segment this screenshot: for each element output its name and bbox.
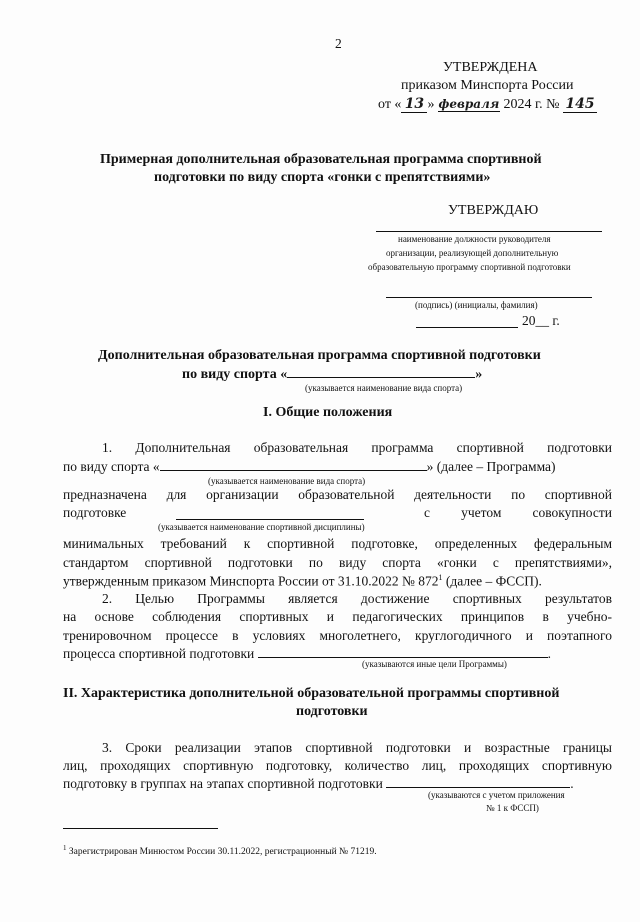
p1-line4-b: с учетом совокупности (424, 505, 612, 520)
p1-line3: предназначена для организации образовательной деятельности по спортивной (63, 487, 612, 502)
p1-sport-blank (160, 459, 427, 471)
p1-line5: минимальных требований к спортивной подготовке, определенных федеральным (63, 536, 612, 551)
position-caption-1: наименование должности руководителя (398, 234, 551, 244)
dop-title-suffix: » (475, 367, 483, 382)
handwritten-day: 13 (401, 96, 427, 113)
footnote (63, 844, 377, 857)
stages-caption-1: (указываются с учетом приложения (428, 790, 565, 800)
section-2-heading-line1: II. Характеристика дополнительной образовательной программы спортивной (63, 686, 560, 701)
page-number: 2 (335, 36, 342, 51)
sport-name-caption: (указывается наименование вида спорта) (305, 383, 463, 393)
handwritten-month: февраля (438, 97, 500, 111)
p2-line1: 2. Целью Программы является достижение спортивных результатов (102, 591, 612, 606)
footnote-number: 1 (63, 844, 67, 852)
sport-name-blank (287, 366, 475, 378)
p1-line7 (63, 573, 542, 590)
program-title-line2: подготовки по виду спорта «гонки с препятствиями» (154, 170, 491, 185)
p1-sport-caption: (указывается наименование вида спорта) (208, 476, 366, 486)
p3-line3: подготовку в группах на этапах спортивной подготовки . (63, 776, 574, 791)
date-blank-line (416, 327, 518, 328)
signature-caption: (подпись) (инициалы, фамилия) (415, 300, 538, 310)
stages-blank (386, 776, 570, 788)
p2-line3: тренировочном процессе в условиях многолетнего, круглогодичного и поэтапного (63, 628, 612, 643)
program-title-line1: Примерная дополнительная образовательная программа спортивной (100, 152, 542, 167)
approval-quote-close: » (427, 97, 435, 112)
p2-line4-text: процесса спортивной подготовки (63, 646, 255, 661)
position-caption-2: организации, реализующей дополнительную (386, 248, 559, 258)
section-1-heading: I. Общие положения (263, 405, 393, 420)
p3-line2: лиц, проходящих спортивную подготовку, количество лиц, проходящих спортивную (63, 758, 612, 773)
p3-line1: 3. Сроки реализации этапов спортивной подготовки и возрастные границы (102, 740, 612, 755)
dop-program-title-line1: Дополнительная образовательная программа спортивной подготовки (98, 348, 541, 363)
p1-line7-text: утвержденным приказом Минспорта России от 31.10.2022 № 872 (63, 573, 439, 589)
position-caption-3: образовательную программу спортивной подготовки (368, 262, 571, 272)
approval-order-line: приказом Минспорта России (401, 78, 574, 93)
p1-line2-prefix: по виду спорта « (63, 459, 160, 474)
discipline-caption: (указывается наименование спортивной дисциплины) (158, 522, 365, 532)
goals-caption: (указываются иные цели Программы) (362, 659, 507, 669)
footnote-text: Зарегистрирован Минюстом России 30.11.2022, регистрационный № 71219. (66, 847, 377, 858)
stages-caption-2: № 1 к ФССП) (486, 803, 539, 813)
signature-blank-line (386, 297, 592, 298)
p1-line2-suffix: » (далее – Программа) (426, 459, 556, 474)
p2-line4: процесса спортивной подготовки . (63, 646, 552, 661)
approval-from-prefix: от « (378, 97, 402, 112)
footnote-separator (63, 828, 218, 829)
p1-line7-tail: (далее – ФССП). (442, 573, 542, 589)
approve-block-title: УТВЕРЖДАЮ (448, 203, 539, 218)
position-blank-line (376, 231, 602, 232)
section-2-heading-line2: подготовки (296, 704, 368, 719)
dop-program-title-line2 (182, 366, 482, 383)
p3-line3-text: подготовку в группах на этапах спортивной подготовки (63, 776, 383, 791)
p2-line2: на основе соблюдения спортивных и педагогических принципов в учебно- (63, 609, 612, 624)
approval-title: УТВЕРЖДЕНА (443, 60, 538, 75)
p1-line4-a: подготовке (63, 505, 127, 520)
p1-line2 (63, 459, 612, 475)
handwritten-order-number: 145 (563, 96, 597, 113)
footnote-mark: 1 (438, 573, 443, 582)
discipline-blank-line (176, 519, 364, 520)
p1-line1: 1. Дополнительная образовательная программа спортивной подготовки (102, 440, 612, 455)
dop-title-prefix: по виду спорта « (182, 367, 288, 382)
p1-line6: стандартом спортивной подготовки по виду спорта «гонки с препятствиями», (63, 555, 612, 570)
year-tail: 20__ г. (522, 313, 560, 328)
goals-blank (258, 646, 548, 658)
approval-date-line (378, 96, 597, 113)
approval-year-number: 2024 г. № (503, 97, 560, 112)
